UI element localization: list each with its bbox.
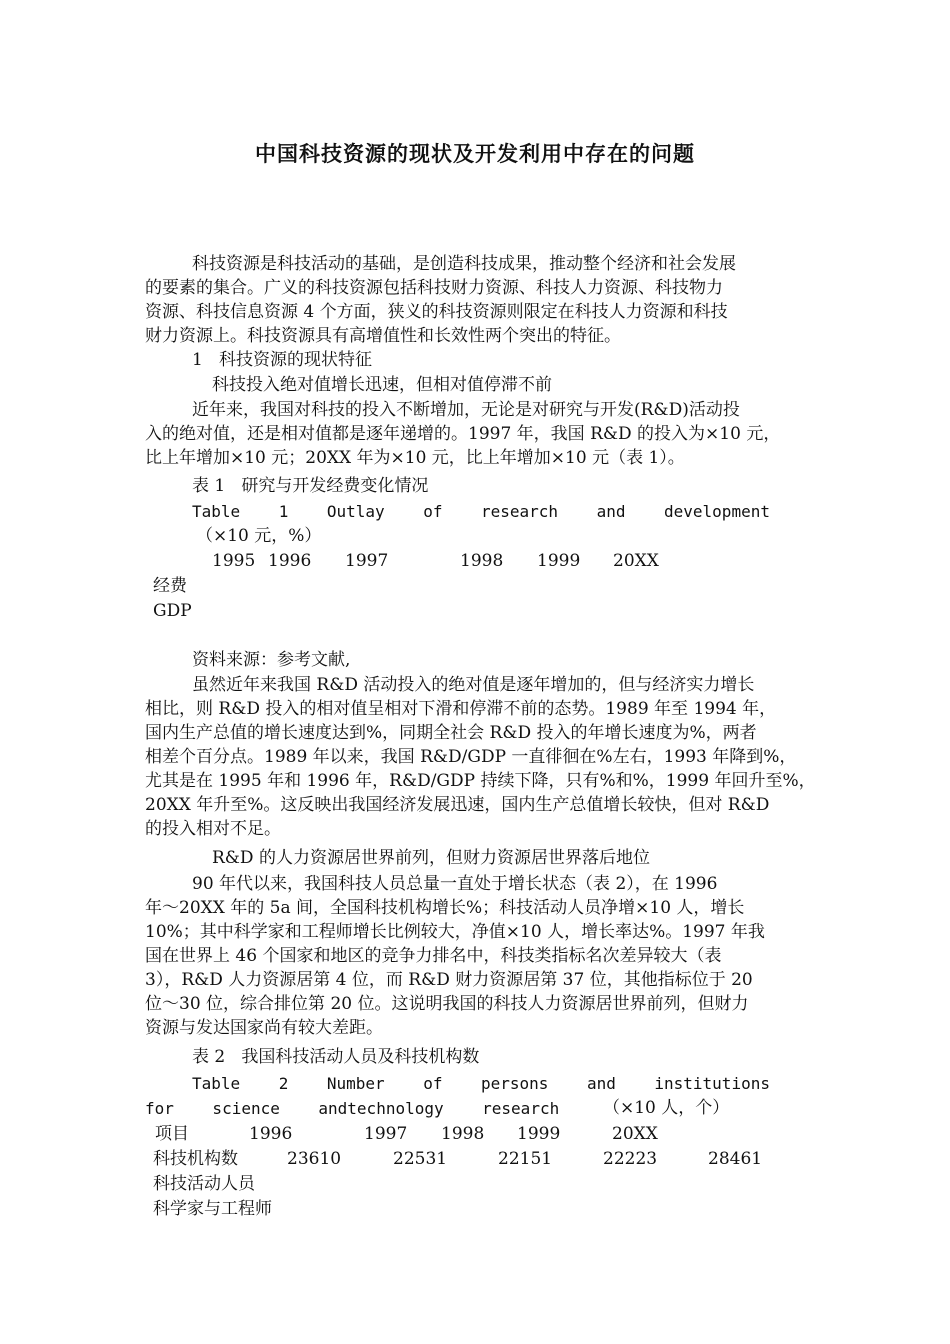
paragraph-4-line-1: 90 年代以来，我国科技人员总量一直处于增长状态（表 2），在 1996 [192,874,718,894]
table-1-caption-cn: 表 1 研究与开发经费变化情况 [192,476,429,496]
table-2-header-cell: 1997 [364,1124,408,1144]
table-2-cell: 22151 [498,1149,553,1169]
section-heading-1: 1 科技资源的现状特征 [192,350,373,370]
table-1-year: 20XX [613,551,659,571]
paragraph-3-line-5: 尤其是在 1995 年和 1996 年，R&D/GDP 持续下降，只有%和%，1999 年回升至%， [145,771,816,791]
table-2-caption-en-1: Table 2 Number of persons and institutions [192,1074,770,1093]
document-title: 中国科技资源的现状及开发利用中存在的问题 [255,142,695,166]
paragraph-4-line-2: 年～20XX 年的 5a 间，全国科技机构增长%；科技活动人员净增×10 人，增长 [145,898,745,918]
table-2-unit: （×10 人，个） [603,1098,730,1118]
subheading-2: R&D 的人力资源居世界前列，但财力资源居世界落后地位 [212,848,650,868]
paragraph-2-line-3: 比上年增加×10 元；20XX 年为×10 元，比上年增加×10 元（表 1）。 [145,448,685,468]
paragraph-3-line-1: 虽然近年来我国 R&D 活动投入的绝对值是逐年增加的，但与经济实力增长 [192,675,755,695]
paragraph-1-line-2: 的要素的集合。广义的科技资源包括科技财力资源、科技人力资源、科技物力 [145,278,723,298]
table-2-row-label: 科技机构数 [153,1149,238,1169]
paragraph-1-line-1: 科技资源是科技活动的基础，是创造科技成果，推动整个经济和社会发展 [192,254,736,274]
paragraph-2-line-2: 入的绝对值，还是相对值都是逐年递增的。1997 年，我国 R&D 的投入为×10 元， [145,424,781,444]
paragraph-3-line-6: 20XX 年升至%。这反映出我国经济发展迅速，国内生产总值增长较快，但对 R&D [145,795,770,815]
table-1-year: 1999 [537,551,581,571]
paragraph-4-line-4: 国在世界上 46 个国家和地区的竞争力排名中，科技类指标名次差异较大（表 [145,946,722,966]
table-1-row-label: 经费 [153,576,187,596]
paragraph-2-line-1: 近年来，我国对科技的投入不断增加，无论是对研究与开发(R&D)活动投 [192,400,740,420]
paragraph-4-line-6: 位～30 位，综合排位第 20 位。这说明我国的科技人力资源居世界前列，但财力 [145,994,749,1014]
table-2-caption-en-2: for science andtechnology research [145,1099,560,1118]
paragraph-3-line-2: 相比，则 R&D 投入的相对值呈相对下滑和停滞不前的态势。1989 年至 1994 年， [145,699,777,719]
table-1-year: 1998 [460,551,504,571]
table-2-header-cell: 项目 [155,1124,189,1144]
table-2-caption-cn: 表 2 我国科技活动人员及科技机构数 [192,1047,480,1067]
paragraph-4-line-7: 资源与发达国家尚有较大差距。 [145,1018,383,1038]
table-2-cell: 23610 [287,1149,342,1169]
table-2-row-label: 科学家与工程师 [153,1199,272,1219]
paragraph-4-line-3: 10%；其中科学家和工程师增长比例较大，净值×10 人，增长率达%。1997 年我 [145,922,765,942]
table-2-header-cell: 1998 [441,1124,485,1144]
table-2-cell: 22223 [603,1149,658,1169]
paragraph-3-line-7: 的投入相对不足。 [145,819,281,839]
source-note: 资料来源：参考文献, [192,650,351,670]
table-1-unit: （×10 元，%） [196,526,322,546]
table-1-row-label: GDP [153,601,192,621]
table-2-header-cell: 1996 [249,1124,293,1144]
paragraph-3-line-4: 相差个百分点。1989 年以来，我国 R&D/GDP 一直徘徊在%左右，1993 年降到%， [145,747,797,767]
subheading-1: 科技投入绝对值增长迅速，但相对值停滞不前 [212,375,552,395]
table-2-cell: 22531 [393,1149,448,1169]
table-2-header-cell: 20XX [612,1124,658,1144]
table-2-cell: 28461 [708,1149,763,1169]
paragraph-3-line-3: 国内生产总值的增长速度达到%，同期全社会 R&D 投入的年增长速度为%，两者 [145,723,757,743]
table-1-caption-en: Table 1 Outlay of research and development [192,502,770,521]
paragraph-1-line-3: 资源、科技信息资源 4 个方面，狭义的科技资源则限定在科技人力资源和科技 [145,302,728,322]
table-1-year: 1996 [268,551,312,571]
paragraph-1-line-4: 财力资源上。科技资源具有高增值性和长效性两个突出的特征。 [145,326,621,346]
table-1-year: 1997 [345,551,389,571]
table-2-header-cell: 1999 [517,1124,561,1144]
table-1-year: 1995 [212,551,256,571]
paragraph-4-line-5: 3），R&D 人力资源居第 4 位，而 R&D 财力资源居第 37 位，其他指标位于 20 [145,970,753,990]
table-2-row-label: 科技活动人员 [153,1174,255,1194]
